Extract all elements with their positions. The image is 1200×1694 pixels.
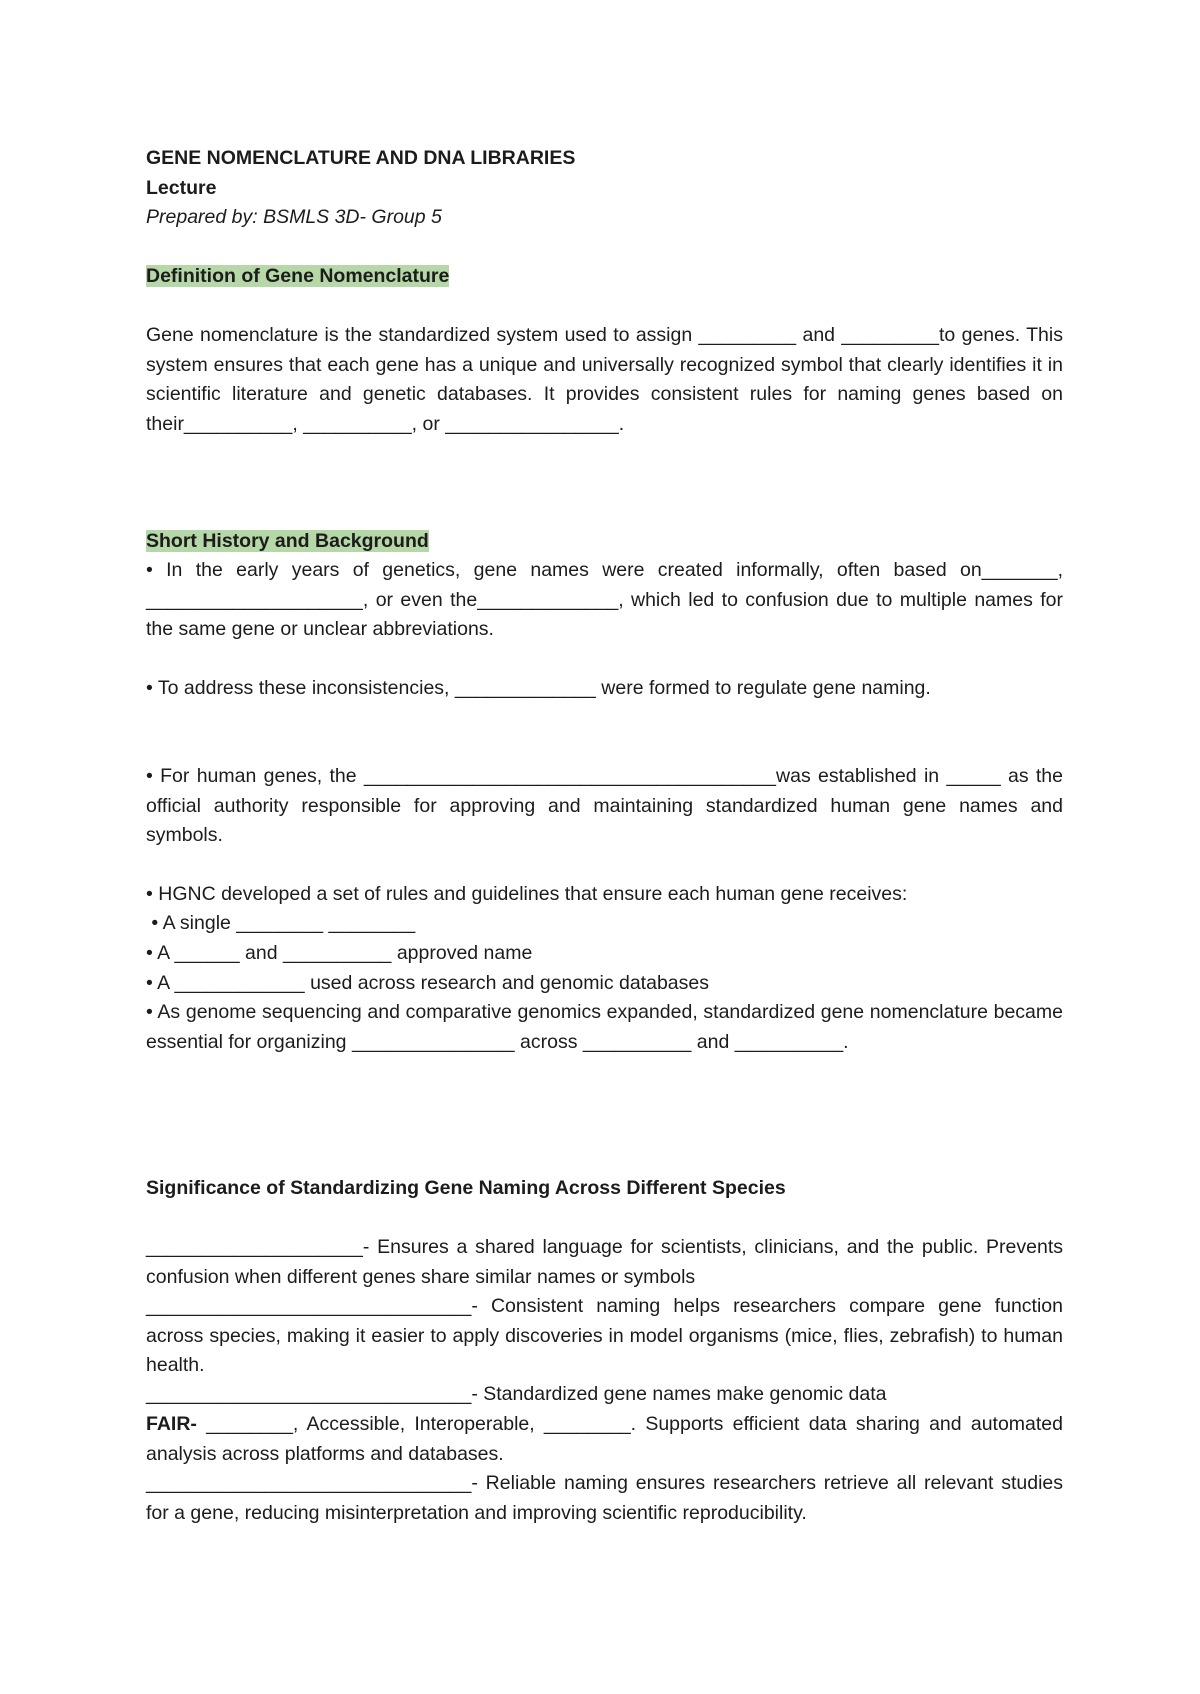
- document-subtitle: Lecture: [146, 177, 217, 199]
- significance-item-4: ______________________________- Reliable naming ensures researchers retrieve all relevant studies for a gene, reducing misinterpretation and improving scientific reproducibility.: [146, 1472, 1063, 1524]
- history-heading: Short History and Background: [146, 530, 429, 552]
- definition-heading-wrap: [146, 262, 1063, 292]
- definition-paragraph: Gene nomenclature is the standardized system used to assign _________ and _________to genes. This system ensures that each gene has a unique and universally recognized symbol that clearly identifies it in scientific literature and genetic databases. It provides consistent rules for naming genes based on their__________, __________, or ________________.: [146, 324, 1063, 435]
- history-bullet-2: • To address these inconsistencies, _____________ were formed to regulate gene naming.: [146, 677, 931, 699]
- history-heading-wrap: [146, 527, 1063, 557]
- document-title: GENE NOMENCLATURE AND DNA LIBRARIES: [146, 147, 576, 169]
- significance-item-1: ____________________- Ensures a shared language for scientists, clinicians, and the public. Prevents confusion when different genes share similar names or symbols: [146, 1236, 1063, 1288]
- fair-label: FAIR-: [146, 1413, 197, 1435]
- definition-heading: Definition of Gene Nomenclature: [146, 265, 450, 287]
- prepared-by: Prepared by: BSMLS 3D- Group 5: [146, 206, 442, 228]
- history-bullet-1: • In the early years of genetics, gene names were created informally, often based on_______, ____________________, or even the_____________, which led to confusion due to multiple names for the same gene or unclear abbreviations.: [146, 559, 1063, 641]
- significance-item-3: [146, 1410, 1063, 1469]
- history-sub-item-3: • A ____________ used across research and genomic databases: [146, 972, 709, 994]
- significance-heading: Significance of Standardizing Gene Naming Across Different Species: [146, 1177, 786, 1199]
- significance-item-3-line-1: ______________________________- Standardized gene names make genomic data: [146, 1383, 887, 1405]
- history-bullet-3: • For human genes, the ______________________________________was established in _____ as the official authority responsible for approving and maintaining standardized human gene names and symbols.: [146, 765, 1063, 847]
- history-bullet-4: • HGNC developed a set of rules and guidelines that ensure each human gene receives:: [146, 883, 908, 905]
- history-sub-item-2: • A ______ and __________ approved name: [146, 942, 533, 964]
- history-sub-item-1: • A single ________ ________: [146, 912, 416, 934]
- history-bullet-5: • As genome sequencing and comparative genomics expanded, standardized gene nomenclature became essential for organizing _______________ across __________ and __________.: [146, 1001, 1063, 1053]
- significance-item-3-text: ________, Accessible, Interoperable, ________. Supports efficient data sharing and automated analysis across platforms and databases.: [146, 1413, 1063, 1465]
- document-page: [146, 0, 1063, 1694]
- significance-item-2: ______________________________- Consistent naming helps researchers compare gene function across species, making it easier to apply discoveries in model organisms (mice, flies, zebrafish) to human health.: [146, 1295, 1063, 1377]
